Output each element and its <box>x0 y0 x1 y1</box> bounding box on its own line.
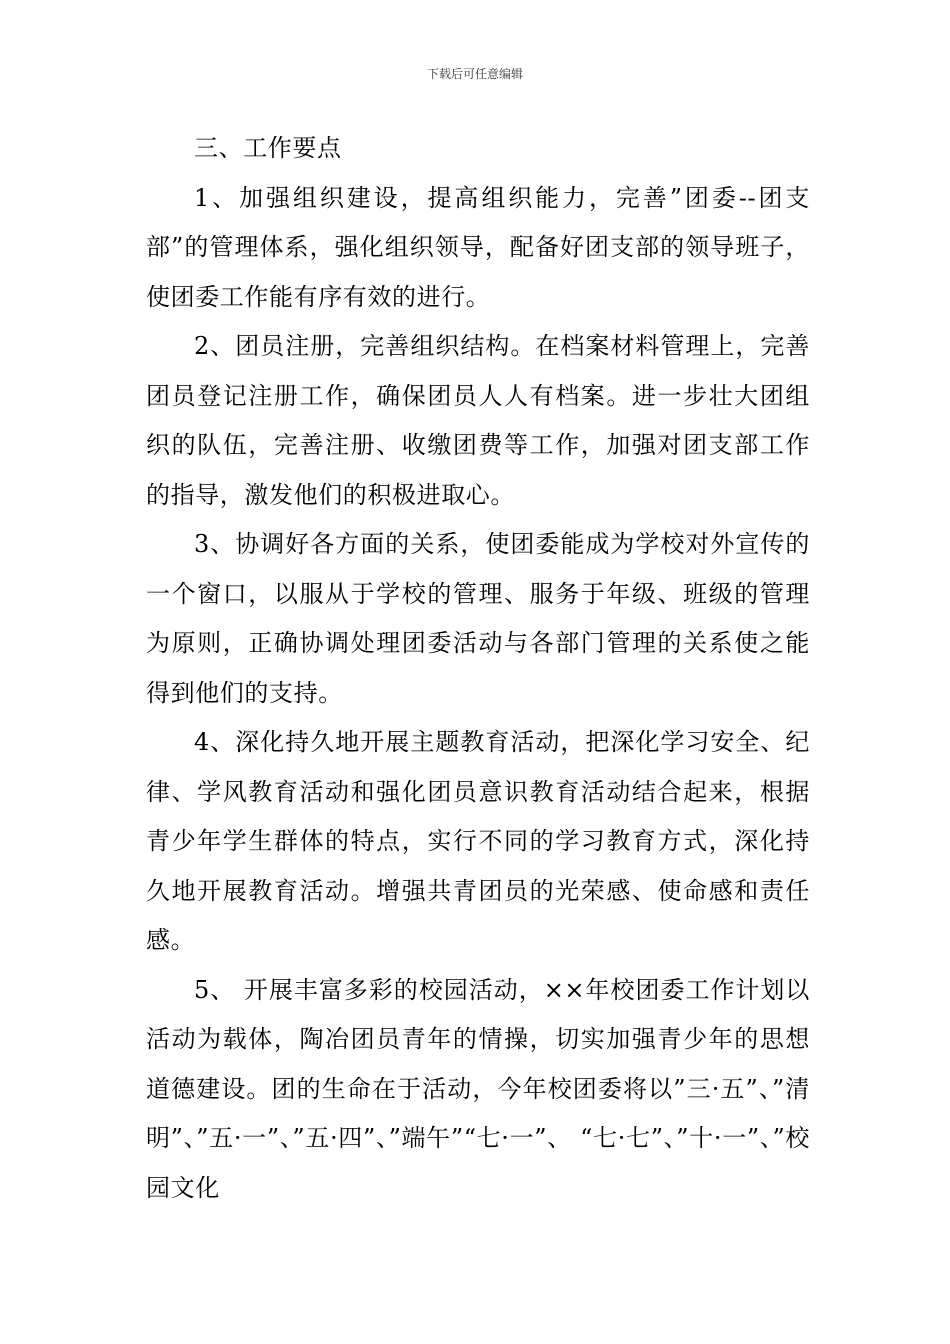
document-body <box>146 124 810 1213</box>
section-heading: 三、工作要点 <box>194 134 342 162</box>
paragraph-5: 5、 开展丰富多彩的校园活动，××年校团委工作计划以活动为载体，陶冶团员青年的情操，切实加强青少年的思想道德建设。团的生命在于活动，今年校团委将以”三·五”、”清明”、”五·一”、”五·四”、”端午”“七·一”、 “七·七”、”十·一”、”校园文化 <box>146 975 810 1202</box>
paragraph-3: 3、协调好各方面的关系，使团委能成为学校对外宣传的一个窗口，以服从于学校的管理、服务于年级、班级的管理为原则，正确协调处理团委活动与各部门管理的关系使之能得到他们的支持。 <box>146 530 810 707</box>
paragraph-1: 1、加强组织建设，提高组织能力，完善”团委--团支部”的管理体系，强化组织领导，配备好团支部的领导班子，使团委工作能有序有效的进行。 <box>146 183 810 311</box>
paragraph-4: 4、深化持久地开展主题教育活动，把深化学习安全、纪律、学风教育活动和强化团员意识教育活动结合起来，根据青少年学生群体的特点，实行不同的学习教育方式，深化持久地开展教育活动。增强共青团员的光荣感、使命感和责任感。 <box>146 728 810 954</box>
page-header-note: 下载后可任意编辑 <box>426 67 523 81</box>
paragraph-2: 2、团员注册，完善组织结构。在档案材料管理上，完善团员登记注册工作，确保团员人人有档案。进一步壮大团组织的队伍，完善注册、收缴团费等工作，加强对团支部工作的指导，激发他们的积极进取心。 <box>146 332 810 509</box>
